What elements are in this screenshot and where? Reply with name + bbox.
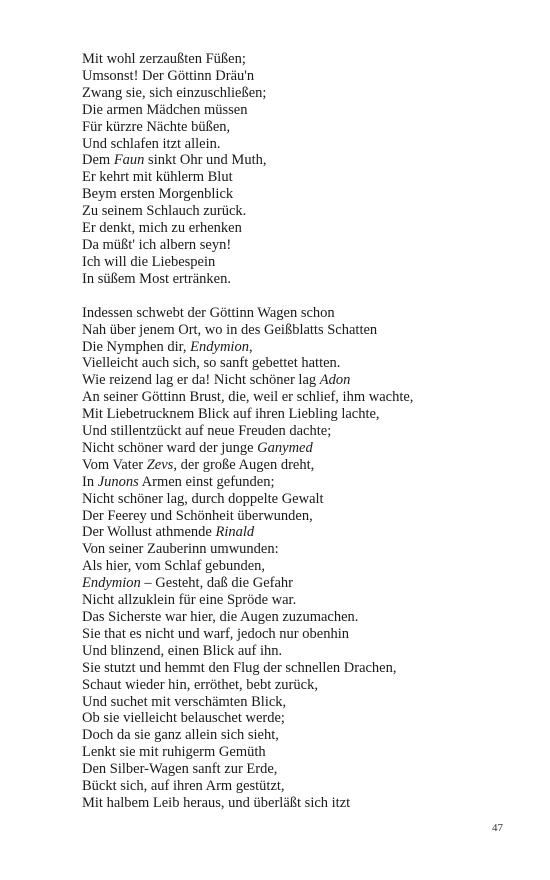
poem-line [82, 51, 522, 68]
line-text: Bückt sich, auf ihren Arm gestützt, [82, 778, 285, 795]
line-text: – Gesteht, daß die Gefahr [140, 575, 293, 592]
line-text: Dem [82, 152, 114, 169]
line-text: Er denkt, mich zu erhenken [82, 220, 242, 237]
poem-line [82, 423, 522, 440]
poem-line [82, 592, 522, 609]
poem-line [82, 541, 522, 558]
line-text: Nicht schöner ward der junge [82, 439, 258, 456]
italic-name: Ganymed [257, 439, 313, 456]
line-text: In [82, 473, 98, 490]
line-text: Nicht schöner lag, durch doppelte Gewalt [82, 490, 324, 507]
line-text: Ob sie vielleicht belauschet werde; [82, 710, 285, 727]
line-text: Sie stutzt und hemmt den Flug der schnellen Drachen, [82, 659, 397, 676]
poem-line [82, 457, 522, 474]
line-text: Ich will die Liebespein [82, 253, 216, 270]
poem-line [82, 508, 522, 525]
poem-line [82, 795, 522, 812]
line-text: Und schlafen itzt allein. [82, 135, 221, 152]
poem-line [82, 305, 522, 322]
line-text: Von seiner Zauberinn umwunden: [82, 541, 279, 558]
line-text: Den Silber-Wagen sanft zur Erde, [82, 761, 278, 778]
line-text: Da müßt' ich albern seyn! [82, 236, 232, 253]
line-text: Vom Vater [82, 456, 147, 473]
stanza [82, 305, 522, 812]
poem-line [82, 710, 522, 727]
line-text: sinkt Ohr und Muth, [144, 152, 267, 169]
line-text: Das Sicherste war hier, die Augen zuzumachen. [82, 609, 359, 625]
poem-line [82, 152, 522, 169]
line-text: Zu seinem Schlauch zurück. [82, 203, 247, 220]
poem-line [82, 575, 522, 592]
line-text: Indessen schwebt der Göttinn Wagen schon [82, 304, 335, 321]
line-text: Nicht allzuklein für eine Spröde war. [82, 592, 297, 609]
poem-line [82, 68, 522, 85]
line-text: Nah über jenem Ort, wo in des Geißblatts Schatten [82, 321, 378, 338]
poem-line [82, 677, 522, 694]
poem-line [82, 169, 522, 186]
italic-name: Junons [97, 473, 139, 490]
line-text: Sie that es nicht und warf, jedoch nur obenhin [82, 625, 349, 642]
poem-line [82, 660, 522, 677]
line-text: Der Wollust athmende [82, 524, 216, 541]
poem-line [82, 119, 522, 136]
italic-name: Endymion [190, 338, 249, 355]
poem-line [82, 440, 522, 457]
poem-line [82, 136, 522, 153]
line-text: Der Feerey und Schönheit überwunden, [82, 507, 313, 524]
poem-line [82, 237, 522, 254]
italic-name: Adon [319, 372, 351, 389]
line-text: Vielleicht auch sich, so sanft gebettet hatten. [82, 355, 341, 372]
line-text: Armen einst gefunden; [138, 473, 275, 490]
line-text: Die Nymphen dir, [82, 338, 191, 355]
poem-line [82, 778, 522, 795]
line-text: Zwang sie, sich einzuschließen; [82, 84, 267, 101]
line-text: Er kehrt mit kühlerm Blut [82, 169, 233, 186]
poem-line [82, 85, 522, 102]
poem-line [82, 609, 522, 626]
poem-line [82, 372, 522, 389]
line-text: Doch da sie ganz allein sich sieht, [82, 727, 279, 744]
line-text: Schaut wieder hin, erröthet, bebt zurück, [82, 676, 318, 693]
poem-line [82, 558, 522, 575]
italic-name: Endymion [82, 575, 141, 592]
line-text: Und blinzend, einen Blick auf ihn. [82, 642, 283, 659]
line-text: Als hier, vom Schlaf gebunden, [82, 558, 266, 575]
poem-line [82, 761, 522, 778]
poem-line [82, 491, 522, 508]
poem-line [82, 203, 522, 220]
poem-line [82, 355, 522, 372]
line-text: Umsonst! Der Göttinn Dräu'n [82, 67, 255, 84]
line-text: Die armen Mädchen müssen [82, 101, 248, 118]
poem-line [82, 694, 522, 711]
poem-line [82, 389, 522, 406]
poem-line [82, 102, 522, 119]
poem-line [82, 524, 522, 541]
poem-text [82, 51, 522, 812]
poem-line [82, 339, 522, 356]
poem-line [82, 727, 522, 744]
line-text: An seiner Göttinn Brust, die, weil er schlief, ihm wachte, [82, 389, 414, 406]
line-text: Beym ersten Morgenblick [82, 186, 234, 203]
line-text: Für kürzre Nächte büßen, [82, 118, 231, 135]
poem-line [82, 643, 522, 660]
line-text: , [248, 338, 253, 355]
line-text: Wie reizend lag er da! Nicht schöner lag [82, 372, 320, 389]
line-text: Mit halbem Leib heraus, und überläßt sich itzt [82, 794, 351, 811]
line-text: Mit Liebetrucknem Blick auf ihren Liebling lachte, [82, 406, 380, 423]
line-text: Und stillentzückt auf neue Freuden dachte; [82, 423, 332, 440]
stanza [82, 51, 522, 288]
poem-line [82, 186, 522, 203]
page-number: 47 [492, 822, 503, 834]
line-text: , der große Augen dreht, [173, 456, 315, 473]
line-text: In süßem Most ertränken. [82, 270, 231, 287]
poem-line [82, 322, 522, 339]
italic-name: Faun [113, 152, 145, 169]
italic-name: Rinald [215, 524, 255, 541]
poem-line [82, 474, 522, 491]
poem-line [82, 220, 522, 237]
poem-line [82, 406, 522, 423]
poem-line [82, 254, 522, 271]
line-text: Lenkt sie mit ruhigerm Gemüth [82, 744, 266, 761]
line-text: Und suchet mit verschämten Blick, [82, 693, 287, 710]
poem-line [82, 271, 522, 288]
line-text: Mit wohl zerzaußten Füßen; [82, 51, 246, 67]
poem-line [82, 626, 522, 643]
poem-line [82, 744, 522, 761]
italic-name: Zevs [146, 456, 174, 473]
